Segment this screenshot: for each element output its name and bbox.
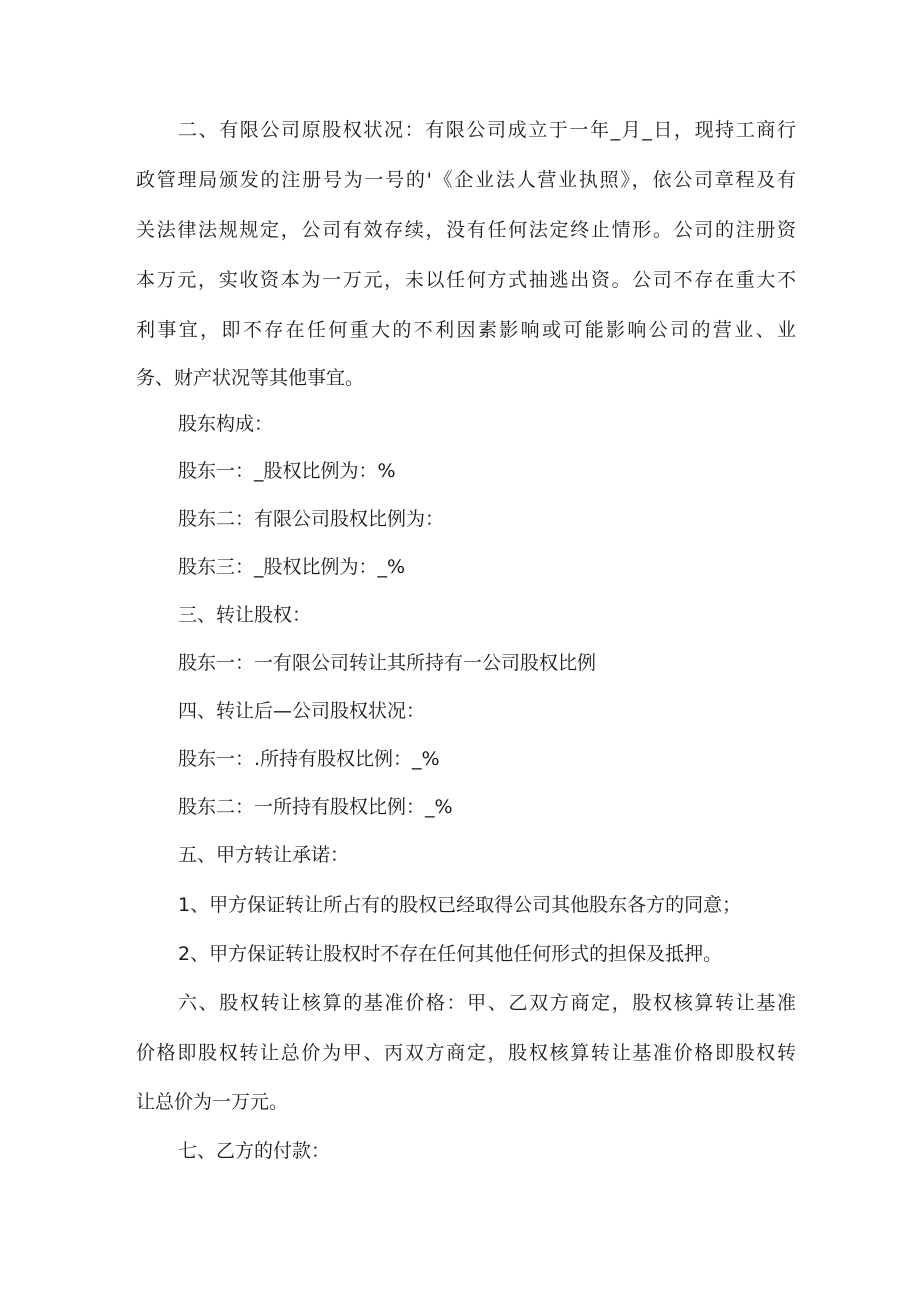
section-6-line-3: 让总价为一万元。 (136, 1091, 289, 1113)
section-2-line-1: 二、有限公司原股权状况：有限公司成立于一年_月_日，现持工商行 (178, 119, 796, 141)
section-2-line-2: 政管理局颁发的注册号为一号的'《企业法人营业执照》，依公司章程及有 (136, 169, 796, 191)
commitment-item-1: 1、甲方保证转让所占有的股权已经取得公司其他股东各方的同意； (178, 894, 742, 916)
shareholder-2-ratio: 股东二：有限公司股权比例为： (178, 508, 445, 530)
section-2-line-3: 关法律法规规定，公司有效存续，没有任何法定终止情形。公司的注册资 (136, 219, 796, 241)
section-6-line-1: 六、股权转让核算的基准价格：甲、乙双方商定，股权核算转让基准 (178, 992, 796, 1014)
section-2-line-6: 务、财产状况等其他事宜。 (136, 367, 365, 389)
section-5-heading: 五、甲方转让承诺： (178, 844, 350, 866)
section-4-heading: 四、转让后—公司股权状况： (178, 700, 426, 722)
section-2-line-5: 利事宜，即不存在任何重大的不利因素影响或可能影响公司的营业、业 (136, 319, 796, 341)
shareholder-1-ratio: 股东一：_股权比例为：% (178, 460, 396, 482)
section-2-line-4: 本万元，实收资本为一万元，未以任何方式抽逃出资。公司不存在重大不 (136, 269, 796, 291)
section-6-line-2: 价格即股权转让总价为甲、丙双方商定，股权核算转让基准价格即股权转 (136, 1042, 796, 1064)
section-3-transfer-line: 股东一：一有限公司转让其所持有一公司股权比例 (178, 652, 597, 674)
shareholder-3-ratio: 股东三：_股权比例为：_% (178, 556, 406, 578)
post-transfer-shareholder-2: 股东二：一所持有股权比例：_% (178, 796, 453, 818)
section-3-heading: 三、转让股权： (178, 604, 312, 626)
section-7-heading: 七、乙方的付款： (178, 1140, 331, 1162)
shareholder-composition-heading: 股东构成： (178, 413, 274, 435)
post-transfer-shareholder-1: 股东一：.所持有股权比例：_% (178, 748, 440, 770)
commitment-item-2: 2、甲方保证转让股权时不存在任何其他任何形式的担保及抵押。 (178, 943, 723, 965)
